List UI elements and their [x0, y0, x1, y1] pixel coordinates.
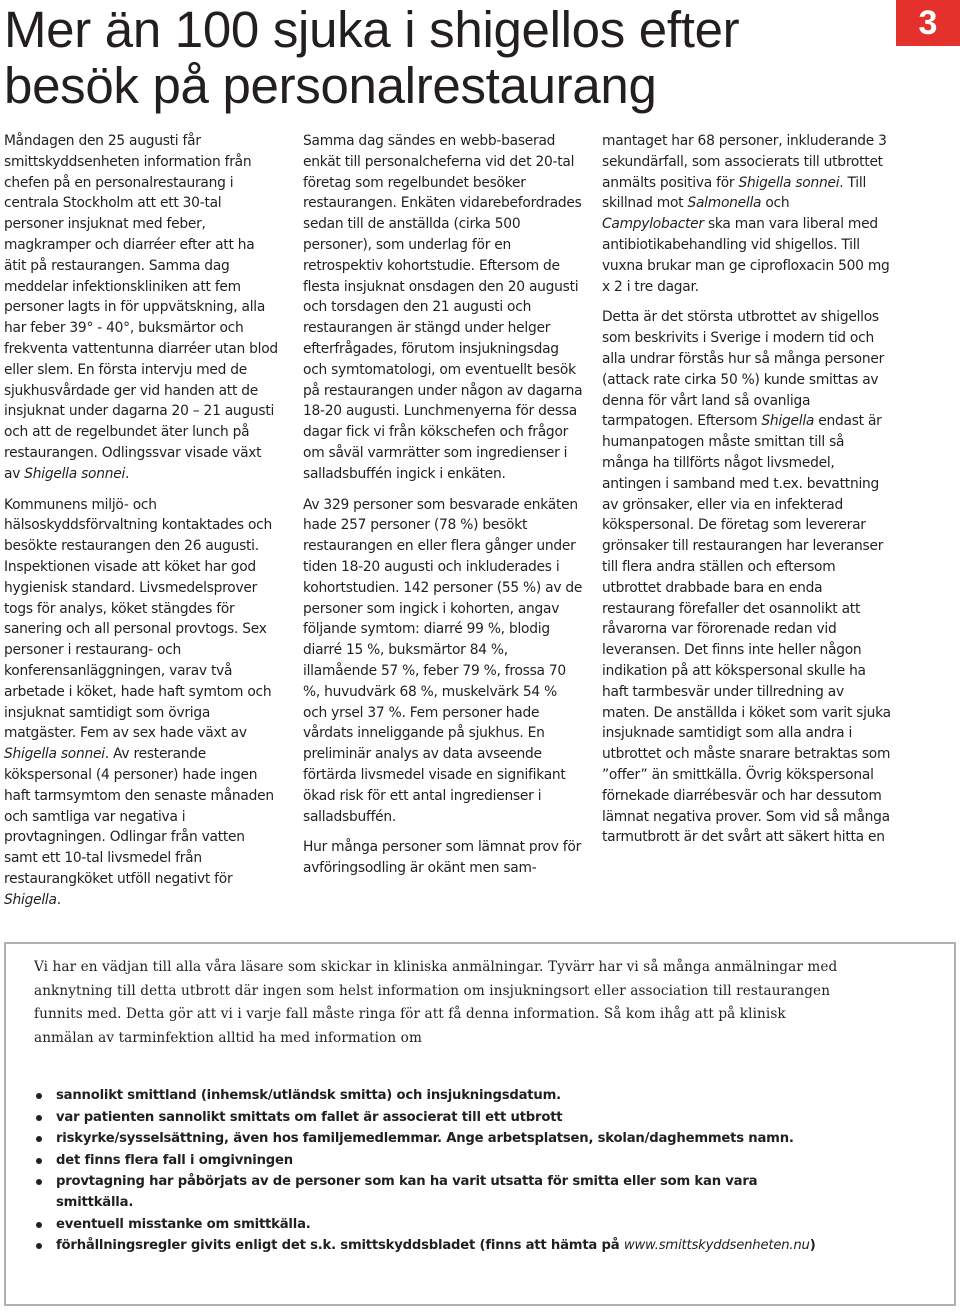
checklist	[34, 1086, 824, 1258]
paragraph: Detta är det största utbrottet av shigellos som beskrivits i Sverige i modern tid och alla undrar förstås hur så många personer (attack rate cirka 50 %) kunde smittas av denna för vårt land så ovanliga tarmpatogen. Eftersom Shigella endast är humanpatogen måste smittan till så många ha tillförts något livsmedel, antingen i samband med t.ex. bevattning av grönsaker, eller via en infekterad kökspersonal. De företag som levererar grönsaker till restaurangen har leveranser till flera andra ställen och eftersom utbrottet drabbade bara en enda restaurang förefaller det osannolikt att råvarorna var förorenade redan vid leveransen. Det finns inte heller någon indikation på att kökspersonal skulle ha haft tarmbesvär under tillredning av maten. De anställda i köket som varit sjuka insjuknade samtidigt som alla andra i utbrottet och måste snarare betraktas som ”offer” än smittkälla. Övrig kökspersonal förnekade diarrébesvär och har dessutom lämnat negativa prover. Som vid så många tarmutbrott är det svårt att säkert hitta en	[602, 309, 891, 846]
bullet-icon	[36, 1179, 42, 1185]
website-link[interactable]: www.smittskyddsenheten.nu	[623, 1238, 810, 1254]
paragraph: Samma dag sändes en webb-baserad enkät till personalcheferna vid det 20-tal företag som regelbundet besöker restaurangen. Enkäten vidarebefordrades sedan till de anställda (cirka 500 personer), som underlag för en retrospektiv kohortstudie. Eftersom de flesta insjuknat onsdagen den 20 augusti och torsdagen den 21 augusti och restaurangen är stängd under helger efterfrågades, förutom insjukningsdag och symtomatologi, om eventuellt besök på restaurangen under någon av dagarna 18-20 augusti. Lunchmenyerna för dessa dagar fick vi från kökschefen och frågor om såväl varmrätter som ingredienser i salladsbuffén ingick i enkäten.	[303, 133, 583, 482]
list-item: det finns flera fall i omgivningen	[34, 1151, 824, 1172]
paragraph: Måndagen den 25 augusti får smittskyddsenheten information från chefen på en personalrestaurang i centrala Stockholm att ett 30-tal personer insjuknat med feber, magkramper och diarréer efter att ha ätit på restaurangen. Samma dag meddelar infektionskliniken att fem personer lagts in för uppvätskning, alla har feber 39° - 40°, buksmärtor och frekventa vattentunna diarréer utan blod eller slem. En första intervju med de sjukhusvårdade ger vid handen att de insjuknat under dagarna 20 – 21 augusti och att de regelbundet äter lunch på restaurangen. Odlingssvar visade växt av Shigella sonnei.	[4, 133, 278, 482]
column-3	[602, 131, 892, 858]
bullet-icon	[36, 1136, 42, 1142]
bullet-icon	[36, 1115, 42, 1121]
reader-appeal-box	[4, 942, 956, 1306]
bullet-icon	[36, 1243, 42, 1249]
column-1	[4, 131, 278, 920]
list-item: sannolikt smittland (inhemsk/utländsk smitta) och insjukningsdatum.	[34, 1086, 824, 1107]
page-number-badge: 3	[896, 0, 960, 46]
paragraph: Hur många personer som lämnat prov för avföringsodling är okänt men sam-	[303, 839, 582, 877]
paragraph: Kommunens miljö- och hälsoskyddsförvaltning kontaktades och besökte restaurangen den 26 augusti. Inspektionen visade att köket har god hygienisk standard. Livsmedelsprover togs för analys, köket stängdes för sanering och all personal provtogs. Sex personer i restaurang- och konferensanläggningen, varav två arbetade i köket, hade haft symtom och insjuknat samtidigt som övriga matgäster. Fem av sex hade växt av Shigella sonnei. Av resterande kökspersonal (4 personer) hade ingen haft tarmsymtom den senaste månaden och samtliga var negativa i provtagningen. Odlingar från vatten samt ett 10-tal livsmedel från restaurangköket utföll negativt för Shigella.	[4, 496, 274, 908]
list-item: riskyrke/sysselsättning, även hos familjemedlemmar. Ange arbetsplatsen, skolan/daghemmets namn.	[34, 1129, 824, 1150]
list-item: var patienten sannolikt smittats om fallet är associerat till ett utbrott	[34, 1108, 824, 1129]
box-intro-text: Vi har en vädjan till alla våra läsare som skickar in kliniska anmälningar. Tyvärr har vi så många anmälningar med anknytning till detta utbrott där ingen som helst information om insjukningsort eller association till restaurangen funnits med. Detta gör att vi i varje fall måste ringa för att få denna information. Så kom ihåg att på klinisk anmälan av tarminfektion alltid ha med information om	[34, 959, 838, 1046]
bullet-icon	[36, 1222, 42, 1228]
bullet-icon	[36, 1093, 42, 1099]
bullet-icon	[36, 1158, 42, 1164]
article-title	[4, 2, 864, 114]
column-2	[303, 131, 585, 889]
paragraph: Av 329 personer som besvarade enkäten hade 257 personer (78 %) besökt restaurangen en eller flera gånger under tiden 18-20 augusti och inkluderades i kohortstudien. 142 personer (55 %) av de personer som ingick i kohorten, angav följande symtom: diarré 99 %, blodig diarré 15 %, buksmärtor 84 %, illamående 57 %, feber 79 %, frossa 70 %, huvudvärk 68 %, muskelvärk 54 % och yrsel 37 %. Fem personer hade vårdats inneliggande på sjukhus. En preliminär analys av data avseende förtärda livsmedel visade en signifikant ökad risk för ett antal ingredienser i salladsbuffén.	[303, 496, 583, 825]
title-line-1: Mer än 100 sjuka i shigellos efter	[4, 1, 740, 58]
list-item: provtagning har påbörjats av de personer som kan ha varit utsatta för smitta eller som kan vara smittkälla.	[34, 1172, 824, 1213]
list-item: förhållningsregler givits enligt det s.k. smittskyddsbladet (finns att hämta på www.smittskyddsenheten.nu)	[34, 1236, 824, 1257]
paragraph: mantaget har 68 personer, inkluderande 3 sekundärfall, som associerats till utbrottet anmälts positiva för Shigella sonnei. Till skillnad mot Salmonella och Campylobacter ska man vara liberal med antibiotikabehandling vid shigellos. Till vuxna brukar man ge ciprofloxacin 500 mg x 2 i tre dagar.	[602, 133, 890, 295]
list-item: eventuell misstanke om smittkälla.	[34, 1215, 824, 1236]
title-line-2: besök på personalrestaurang	[4, 57, 657, 114]
